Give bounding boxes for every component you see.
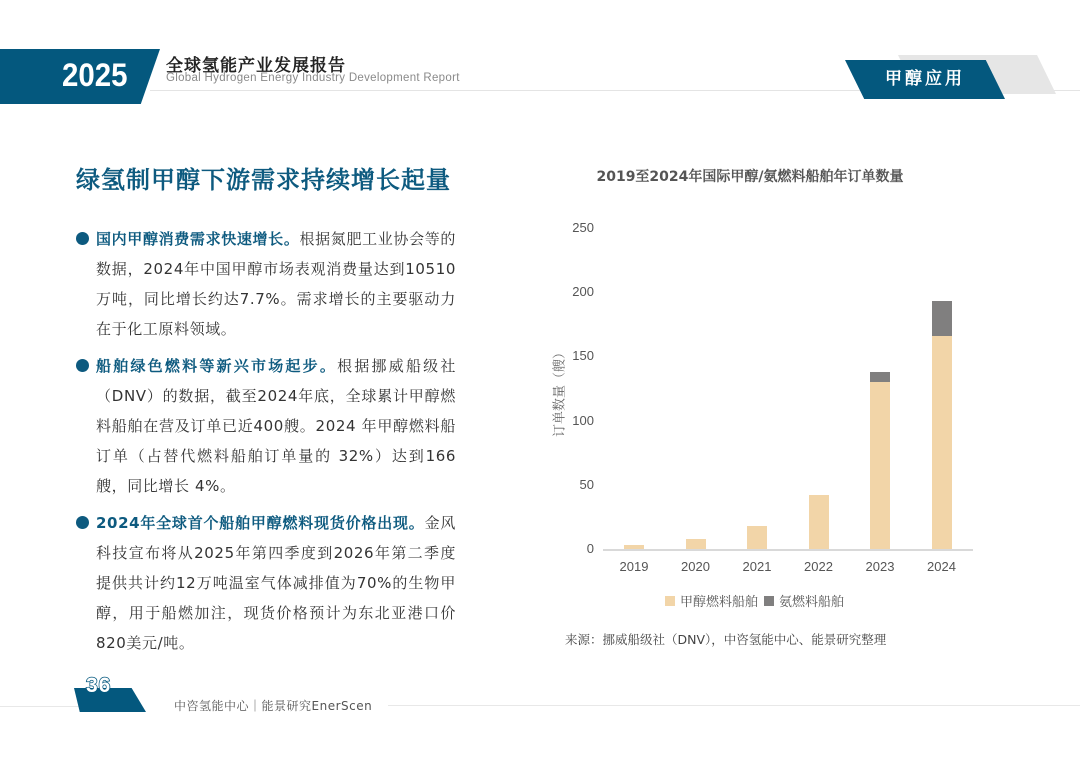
chart-legend: [665, 591, 850, 610]
bullet-list: [76, 224, 456, 658]
legend-item-ammonia: [764, 591, 844, 610]
report-year: 2025: [62, 57, 128, 93]
chart-y-tick: 0: [586, 541, 594, 556]
chart-y-tick: 100: [572, 412, 594, 428]
footer-divider-left: [0, 706, 80, 707]
chart-y-axis-label: 订单数量（艘）: [552, 346, 568, 438]
chart-bar-segment: [870, 382, 890, 549]
chart-y-tick: 250: [572, 220, 594, 235]
chart-y-tick: 50: [579, 476, 594, 492]
chart-bar-segment: [624, 545, 644, 549]
chart-x-tick: 2022: [804, 559, 833, 574]
chart-bar-segment: [932, 301, 952, 336]
legend-label: 甲醇燃料船舶: [680, 595, 759, 610]
legend-swatch-ammonia-icon: [764, 596, 774, 606]
chart-x-axis-line: [603, 549, 973, 551]
chart-x-tick: 2021: [742, 559, 772, 574]
chart-bar-segment: [686, 539, 706, 549]
bullet-body: 金风科技宣布将从2025年第四季度到2026年第二季度提供共计约12万吨温室气体减排值为70%的生物甲醇，用于船燃加注，现货价格预计为东北亚港口价820美元/吨。: [96, 514, 457, 652]
report-title-cn: 全球氢能产业发展报告: [166, 56, 346, 76]
legend-item-methanol: [665, 591, 758, 610]
chart-y-tick: 200: [572, 284, 594, 300]
section-tag: 甲醇应用: [885, 69, 965, 89]
bullet-dot-icon: [76, 232, 89, 245]
chart-bar-segment: [809, 495, 829, 549]
bullet-lead: 船舶绿色燃料等新兴市场起步。: [96, 357, 338, 375]
chart-title: 2019至2024年国际甲醇/氨燃料船舶年订单数量: [596, 169, 904, 185]
chart-y-tick: 150: [572, 348, 594, 364]
footer-divider-right: [388, 705, 1080, 706]
footer-org: 中咨氢能中心｜能景研究EnerScen: [174, 699, 373, 713]
bullet-item: [76, 351, 456, 501]
bullet-item: [76, 224, 456, 344]
bullet-dot-icon: [76, 359, 89, 372]
chart-bar-segment: [870, 372, 890, 382]
chart-x-tick: 2024: [927, 559, 956, 574]
bullet-lead: 2024年全球首个船舶甲醇燃料现货价格出现。: [96, 514, 425, 532]
bullet-body: 根据挪威船级社（DNV）的数据，截至2024年底，全球累计甲醇燃料船舶在营及订单已近400艘。2024 年甲醇燃料船订单（占替代燃料船舶订单量的 32%）达到166 艘，同比增长 4%。: [96, 357, 456, 495]
bullet-dot-icon: [76, 516, 89, 529]
chart-x-tick: 2023: [865, 559, 895, 574]
chart-bar-segment: [747, 526, 767, 549]
chart-source: 来源：挪威船级社（DNV），中咨氢能中心、能景研究整理: [565, 632, 887, 647]
chart-bar-segment: [932, 336, 952, 549]
bullet-body: 根据氮肥工业协会等的数据，2024年中国甲醇市场表观消费量达到10510万吨，同比增长约达7.7%。需求增长的主要驱动力在于化工原料领域。: [96, 230, 456, 338]
report-title-en: Global Hydrogen Energy Industry Development Report: [166, 72, 460, 84]
chart-x-tick: 2019: [619, 559, 649, 574]
section-title: 绿氢制甲醇下游需求持续增长起量: [76, 166, 451, 194]
chart-x-tick: 2020: [681, 559, 710, 574]
legend-label: 氨燃料船舶: [779, 595, 845, 610]
page-number: 36: [86, 674, 112, 697]
bullet-lead: 国内甲醇消费需求快速增长。: [96, 230, 300, 248]
bullet-item: [76, 508, 456, 658]
legend-swatch-methanol-icon: [665, 596, 675, 606]
